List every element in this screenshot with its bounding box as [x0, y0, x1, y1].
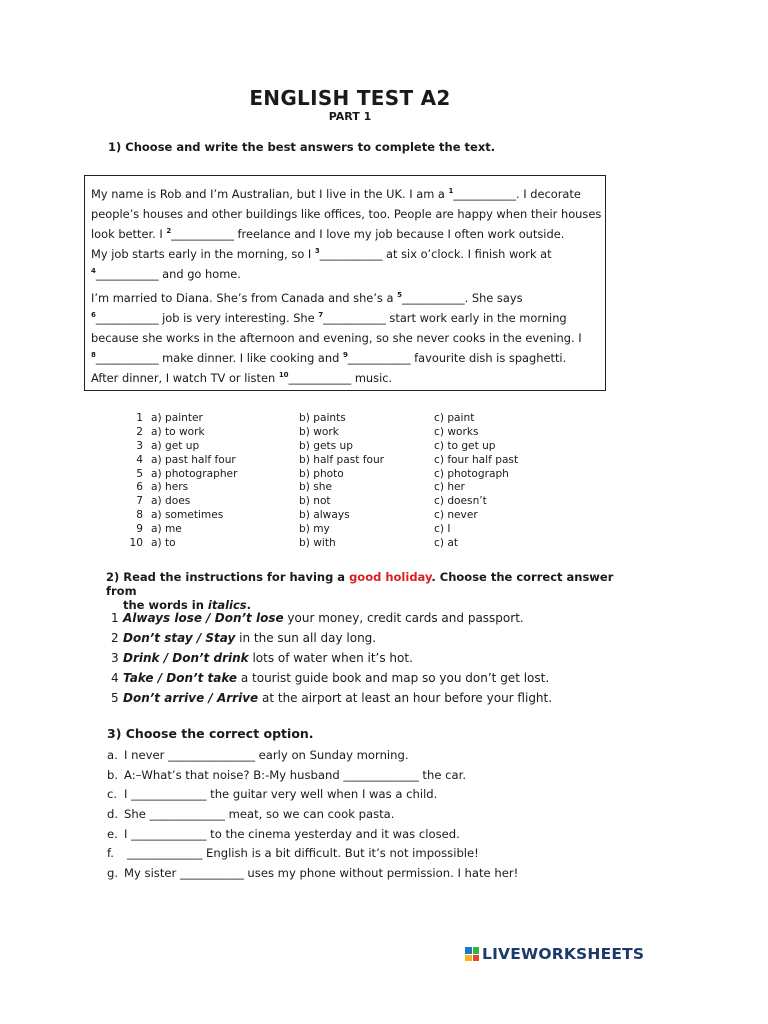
option-a[interactable]: a) photographer [151, 467, 238, 480]
text-line: $^4$___________ and go home. [91, 267, 241, 281]
gap-number: 9 [342, 351, 348, 360]
page-subtitle: PART 1 [328, 110, 372, 123]
gap-number: 7 [318, 311, 324, 320]
sentence-with-gap[interactable]: My sister ___________ uses my phone without permission. I hate her! [124, 866, 519, 881]
option-a[interactable]: a) to work [151, 425, 205, 438]
option-b[interactable]: b) my [299, 523, 330, 536]
option-b[interactable]: b) half past four [299, 453, 385, 466]
gap-number: 1 [448, 187, 454, 196]
choice-options[interactable]: Don’t stay / Stay [123, 631, 236, 645]
option-c[interactable]: c) at [434, 537, 458, 550]
option-row: 10 a) to b) with c) at [128, 537, 594, 551]
sentence-with-gap[interactable]: I _____________ the guitar very well when I was a child. [124, 787, 438, 802]
gap-number: 10 [278, 371, 289, 380]
text-line: My job starts early in the morning, so I $^3$___________ at six o’clock. I finish work at [91, 247, 552, 261]
option-row: 9 a) me b) my c) I [128, 523, 594, 537]
section2-title: 2) Read the instructions for having a good holiday. Choose the correct answer from the words in italics. [106, 570, 614, 612]
text-line: people’s houses and other buildings like offices, too. People are happy when their houses [91, 207, 602, 221]
list-item: a. I never _______________ early on Sunday morning. [107, 746, 518, 766]
option-row: 7 a) does b) not c) doesn’t [128, 495, 594, 509]
liveworksheets-logo [465, 945, 644, 963]
choice-options[interactable]: Don’t arrive / Arrive [123, 691, 259, 705]
option-c[interactable]: c) photograph [434, 467, 509, 480]
sentence-with-gap[interactable]: I never _______________ early on Sunday morning. [124, 748, 409, 762]
text-line: My name is Rob and I’m Australian, but I live in the UK. I am a $^1$___________. I decorate [91, 187, 581, 201]
option-a[interactable]: a) get up [151, 439, 200, 452]
list-item: 2 Don’t stay / Stay in the sun all day long. [111, 631, 377, 645]
option-b[interactable]: b) she [299, 481, 332, 494]
section1-title: 1) Choose and write the best answers to complete the text. [108, 140, 496, 154]
option-a[interactable]: a) hers [151, 481, 189, 494]
sentence-with-gap[interactable]: _____________ English is a bit difficult. But it’s not impossible! [127, 846, 479, 861]
option-b[interactable]: b) photo [299, 467, 344, 480]
text-line: look better. I $^2$___________ freelance and I love my job because I often work outside. [91, 227, 565, 241]
option-c[interactable]: c) works [434, 425, 479, 438]
list-item: 1 Always lose / Don’t lose your money, credit cards and passport. [111, 611, 524, 625]
choice-options[interactable]: Take / Don’t take [123, 671, 238, 685]
option-b[interactable]: b) not [299, 495, 331, 508]
list-item: g. My sister ___________ uses my phone without permission. I hate her! [107, 864, 518, 884]
option-c[interactable]: c) four half past [434, 453, 519, 466]
option-b[interactable]: b) always [299, 509, 350, 522]
gap-number: 2 [166, 227, 172, 236]
option-row: 4 a) past half four b) half past four c) four half past [128, 454, 594, 468]
option-a[interactable]: a) does [151, 495, 191, 508]
option-row: 1 a) painter b) paints c) paint [128, 412, 594, 426]
choice-options[interactable]: Always lose / Don’t lose [123, 611, 284, 625]
text-line: After dinner, I watch TV or listen $^{10}$___________ music. [91, 371, 393, 385]
gap-number: 6 [91, 311, 96, 320]
list-item: d. She _____________ meat, so we can cook pasta. [107, 805, 518, 825]
sentence-with-gap[interactable]: A:–What’s that noise? B:-My husband _____________ the car. [124, 767, 467, 782]
sentence-with-gap[interactable]: She _____________ meat, so we can cook pasta. [124, 807, 395, 822]
option-b[interactable]: b) with [299, 537, 336, 550]
page-title: ENGLISH TEST A2 [249, 86, 451, 110]
list-item: 5 Don’t arrive / Arrive at the airport at least an hour before your flight. [111, 691, 553, 705]
choice-options[interactable]: Drink / Don’t drink [123, 651, 249, 665]
option-c[interactable]: c) her [434, 481, 465, 494]
list-item: c. I _____________ the guitar very well when I was a child. [107, 785, 518, 805]
option-a[interactable]: a) to [151, 537, 176, 550]
section3-list [107, 746, 518, 884]
answer-options [128, 412, 594, 551]
sentence-with-gap[interactable]: I _____________ to the cinema yesterday and it was closed. [124, 826, 460, 841]
section2-list [111, 608, 552, 708]
highlight-text: good holiday [349, 570, 432, 584]
option-c[interactable]: c) to get up [434, 439, 496, 452]
option-b[interactable]: b) paints [299, 412, 346, 424]
option-row: 5 a) photographer b) photo c) photograph [128, 468, 594, 482]
option-b[interactable]: b) gets up [299, 439, 353, 452]
option-a[interactable]: a) sometimes [151, 509, 224, 522]
option-row: 3 a) get up b) gets up c) to get up [128, 440, 594, 454]
logo-grid-icon [465, 947, 479, 961]
gap-number: 8 [91, 351, 96, 360]
option-row: 8 a) sometimes b) always c) never [128, 509, 594, 523]
option-a[interactable]: a) me [151, 523, 182, 536]
option-c[interactable]: c) I [434, 523, 451, 536]
option-c[interactable]: c) doesn’t [434, 495, 487, 508]
text-line: I’m married to Diana. She’s from Canada and she’s a $^5$___________. She says [91, 291, 523, 305]
gap-number: 5 [397, 291, 402, 300]
option-a[interactable]: a) painter [151, 412, 203, 424]
text-line: because she works in the afternoon and evening, so she never cooks in the evening. I [91, 331, 582, 345]
list-item: 3 Drink / Don’t drink lots of water when it’s hot. [111, 651, 413, 665]
list-item: e. I _____________ to the cinema yesterday and it was closed. [107, 825, 518, 845]
list-item: 4 Take / Don’t take a tourist guide book and map so you don’t get lost. [111, 671, 550, 685]
section3-title: 3) Choose the correct option. [107, 726, 314, 741]
list-item: b. A:–What’s that noise? B:-My husband _____________ the car. [107, 766, 518, 786]
option-c[interactable]: c) paint [434, 412, 475, 424]
text-line: $^8$___________ make dinner. I like cooking and $^9$___________ favourite dish is spaghetti. [91, 351, 567, 365]
gap-number: 4 [91, 267, 96, 276]
option-c[interactable]: c) never [434, 509, 478, 522]
logo-text: LIVEWORKSHEETS [482, 945, 645, 963]
gap-number: 3 [314, 247, 320, 256]
text-line: $^6$___________ job is very interesting. She $^7$___________ start work early in the morning [91, 311, 567, 325]
option-row: 2 a) to work b) work c) works [128, 426, 594, 440]
reading-text-box [84, 175, 606, 391]
option-row: 6 a) hers b) she c) her [128, 481, 594, 495]
option-a[interactable]: a) past half four [151, 453, 236, 466]
option-b[interactable]: b) work [299, 425, 339, 438]
list-item: f. _____________ English is a bit difficult. But it’s not impossible! [107, 844, 518, 864]
